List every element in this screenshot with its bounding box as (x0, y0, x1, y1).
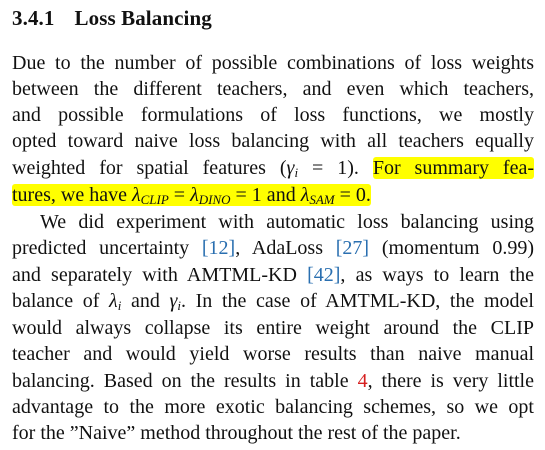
section-number: 3.4.1 (12, 6, 55, 30)
paragraph1-line4: opted toward naive loss balancing with all teachers equally (12, 130, 534, 152)
paragraph1-line5 (12, 155, 534, 181)
p2-line3-post: , as ways to learn the (340, 264, 534, 286)
paragraph2-line9: for the ”Naive” method throughout the rest of the paper. (12, 422, 461, 444)
lambda-i: $\lambda_i$ (109, 290, 122, 313)
section-heading (12, 6, 212, 31)
p2-line2-pre: predicted uncertainty (12, 237, 202, 259)
p2-line4-post: . In the case of AMTML-KD, the model (181, 290, 534, 312)
p2-line2-post: (momentum 0.99) (369, 237, 534, 259)
line5-close: ). (347, 157, 359, 179)
paragraph2-line4 (12, 288, 534, 314)
p2-line2-mid: , AdaLoss (235, 237, 336, 259)
gamma-equation: $\gamma_i = 1$ (286, 157, 348, 180)
paragraph1-line6 (12, 182, 534, 208)
p2-line7-pre: balancing. Based on the results in table (12, 370, 358, 392)
p2-line4-pre: balance of (12, 290, 110, 312)
paragraph2-line8: advantage to the more exotic balancing schemes, so we opt (12, 396, 534, 418)
paragraph1-line2: between the different teachers, and even which teachers, (12, 78, 534, 100)
citation-12[interactable]: [12] (201, 237, 236, 259)
p2-line4-mid: and (121, 290, 170, 312)
paragraph2-line3 (12, 262, 534, 288)
paragraph1-line1: Due to the number of possible combinations of loss weights (12, 52, 534, 74)
paragraph2-line7 (12, 368, 534, 394)
paragraph2-line2 (12, 235, 534, 261)
citation-27[interactable]: [27] (335, 237, 370, 259)
paragraph2-line5: would always collapse its entire weight around the CLIP (12, 317, 534, 339)
paragraph1-line3: and possible formulations of loss functions, we mostly (12, 104, 534, 126)
table-ref-4[interactable]: 4 (357, 370, 368, 392)
gamma-i: $\gamma_i$ (169, 290, 181, 313)
p2-line3-pre: and separately with AMTML-KD (12, 264, 308, 286)
section-title: Loss Balancing (74, 6, 212, 30)
highlighted-text-end: tures, we have $\lambda_{CLIP} = \lambda_{DINO} = 1$ and $\lambda_{SAM} = 0$. (12, 184, 371, 207)
line5-text: weighted for spatial features ( (12, 157, 287, 179)
citation-42[interactable]: [42] (307, 264, 341, 286)
paragraph2-line6: teacher and would yield worse results than naive manual (12, 343, 534, 365)
highlighted-text-start: For summary fea- (372, 157, 534, 179)
paragraph2-line1: We did experiment with automatic loss balancing using (40, 211, 534, 233)
p2-line7-post: , there is very little (367, 370, 534, 392)
